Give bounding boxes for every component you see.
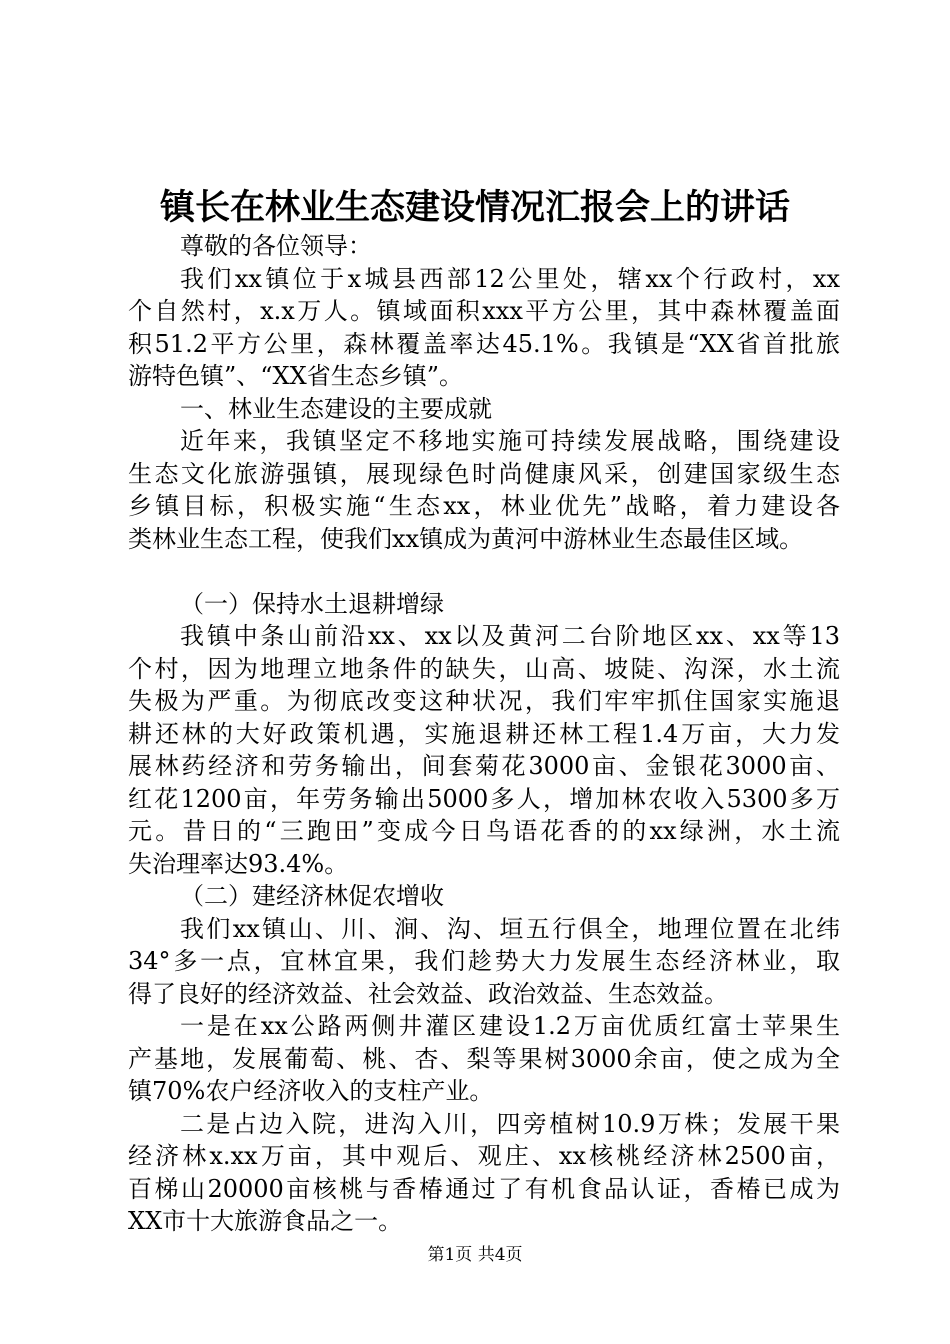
paragraph-line: 我镇中条山前沿xx、xx以及黄河二台阶地区xx、xx等13: [180, 622, 840, 650]
page-footer: 第1页 共4页: [427, 1245, 523, 1265]
paragraph-line: 百梯山20000亩核桃与香椿通过了有机食品认证，香椿已成为: [128, 1174, 840, 1203]
paragraph-line: 乡镇目标，积极实施“生态xx，林业优先”战略，着力建设各: [128, 492, 840, 520]
paragraph-line: XX市十大旅游食品之一。: [128, 1207, 403, 1235]
paragraph-line: 得了良好的经济效益、社会效益、政治效益、生态效益。: [128, 979, 728, 1008]
paragraph-line: 我们xx镇位于x城县西部12公里处，辖xx个行政村，xx: [180, 264, 840, 293]
paragraph-line: 镇70%农户经济收入的支柱产业。: [128, 1077, 494, 1105]
paragraph-line: 元。昔日的“三跑田”变成今日鸟语花香的的xx绿洲，水土流: [128, 817, 840, 845]
paragraph-line: 积51.2平方公里，森林覆盖率达45.1%。我镇是“XX省首批旅: [128, 329, 840, 358]
subsection-heading: （一）保持水土退耕增绿: [180, 589, 444, 618]
paragraph-line: 我们xx镇山、川、涧、沟、垣五行俱全，地理位置在北纬: [180, 914, 840, 943]
paragraph-line: 游特色镇”、“XX省生态乡镇”。: [128, 362, 463, 390]
paragraph-line: 一是在xx公路两侧井灌区建设1.2万亩优质红富士苹果生: [180, 1012, 840, 1040]
document-title: 镇长在林业生态建设情况汇报会上的讲话: [159, 187, 790, 228]
document-body: [128, 230, 840, 1238]
paragraph-line: 个自然村，x.x万人。镇域面积xxx平方公里，其中森林覆盖面: [128, 297, 840, 325]
section-heading: 一、林业生态建设的主要成就: [180, 394, 492, 423]
blank-line: [128, 555, 840, 588]
subsection-heading: （二）建经济林促农增收: [180, 882, 444, 910]
salutation: 尊敬的各位领导：: [180, 232, 372, 260]
paragraph-line: 近年来，我镇坚定不移地实施可持续发展战略，围绕建设: [180, 427, 840, 455]
paragraph-line: 生态文化旅游强镇，展现绿色时尚健康风采，创建国家级生态: [128, 459, 840, 488]
paragraph-line: 34°多一点，宜林宜果，我们趁势大力发展生态经济林业，取: [128, 947, 840, 975]
paragraph-line: 类林业生态工程，使我们xx镇成为黄河中游林业生态最佳区域。: [128, 524, 804, 553]
paragraph-line: 展林药经济和劳务输出，间套菊花3000亩、金银花3000亩、: [128, 752, 840, 780]
paragraph-line: 二是占边入院，进沟入川，四旁植树10.9万株；发展干果: [180, 1109, 840, 1138]
paragraph-line: 耕还林的大好政策机遇，实施退耕还林工程1.4万亩，大力发: [128, 719, 840, 748]
paragraph-line: 经济林x.xx万亩，其中观后、观庄、xx核桃经济林2500亩，: [128, 1142, 840, 1170]
paragraph-line: 失极为严重。为彻底改变这种状况，我们牢牢抓住国家实施退: [128, 687, 840, 715]
paragraph-line: 个村，因为地理立地条件的缺失，山高、坡陡、沟深，水土流: [128, 654, 840, 683]
paragraph-line: 产基地，发展葡萄、桃、杏、梨等果树3000余亩，使之成为全: [128, 1044, 840, 1073]
paragraph-line: 失治理率达93.4%。: [128, 849, 349, 878]
paragraph-line: 红花1200亩，年劳务输出5000多人，增加林农收入5300多万: [128, 784, 840, 813]
